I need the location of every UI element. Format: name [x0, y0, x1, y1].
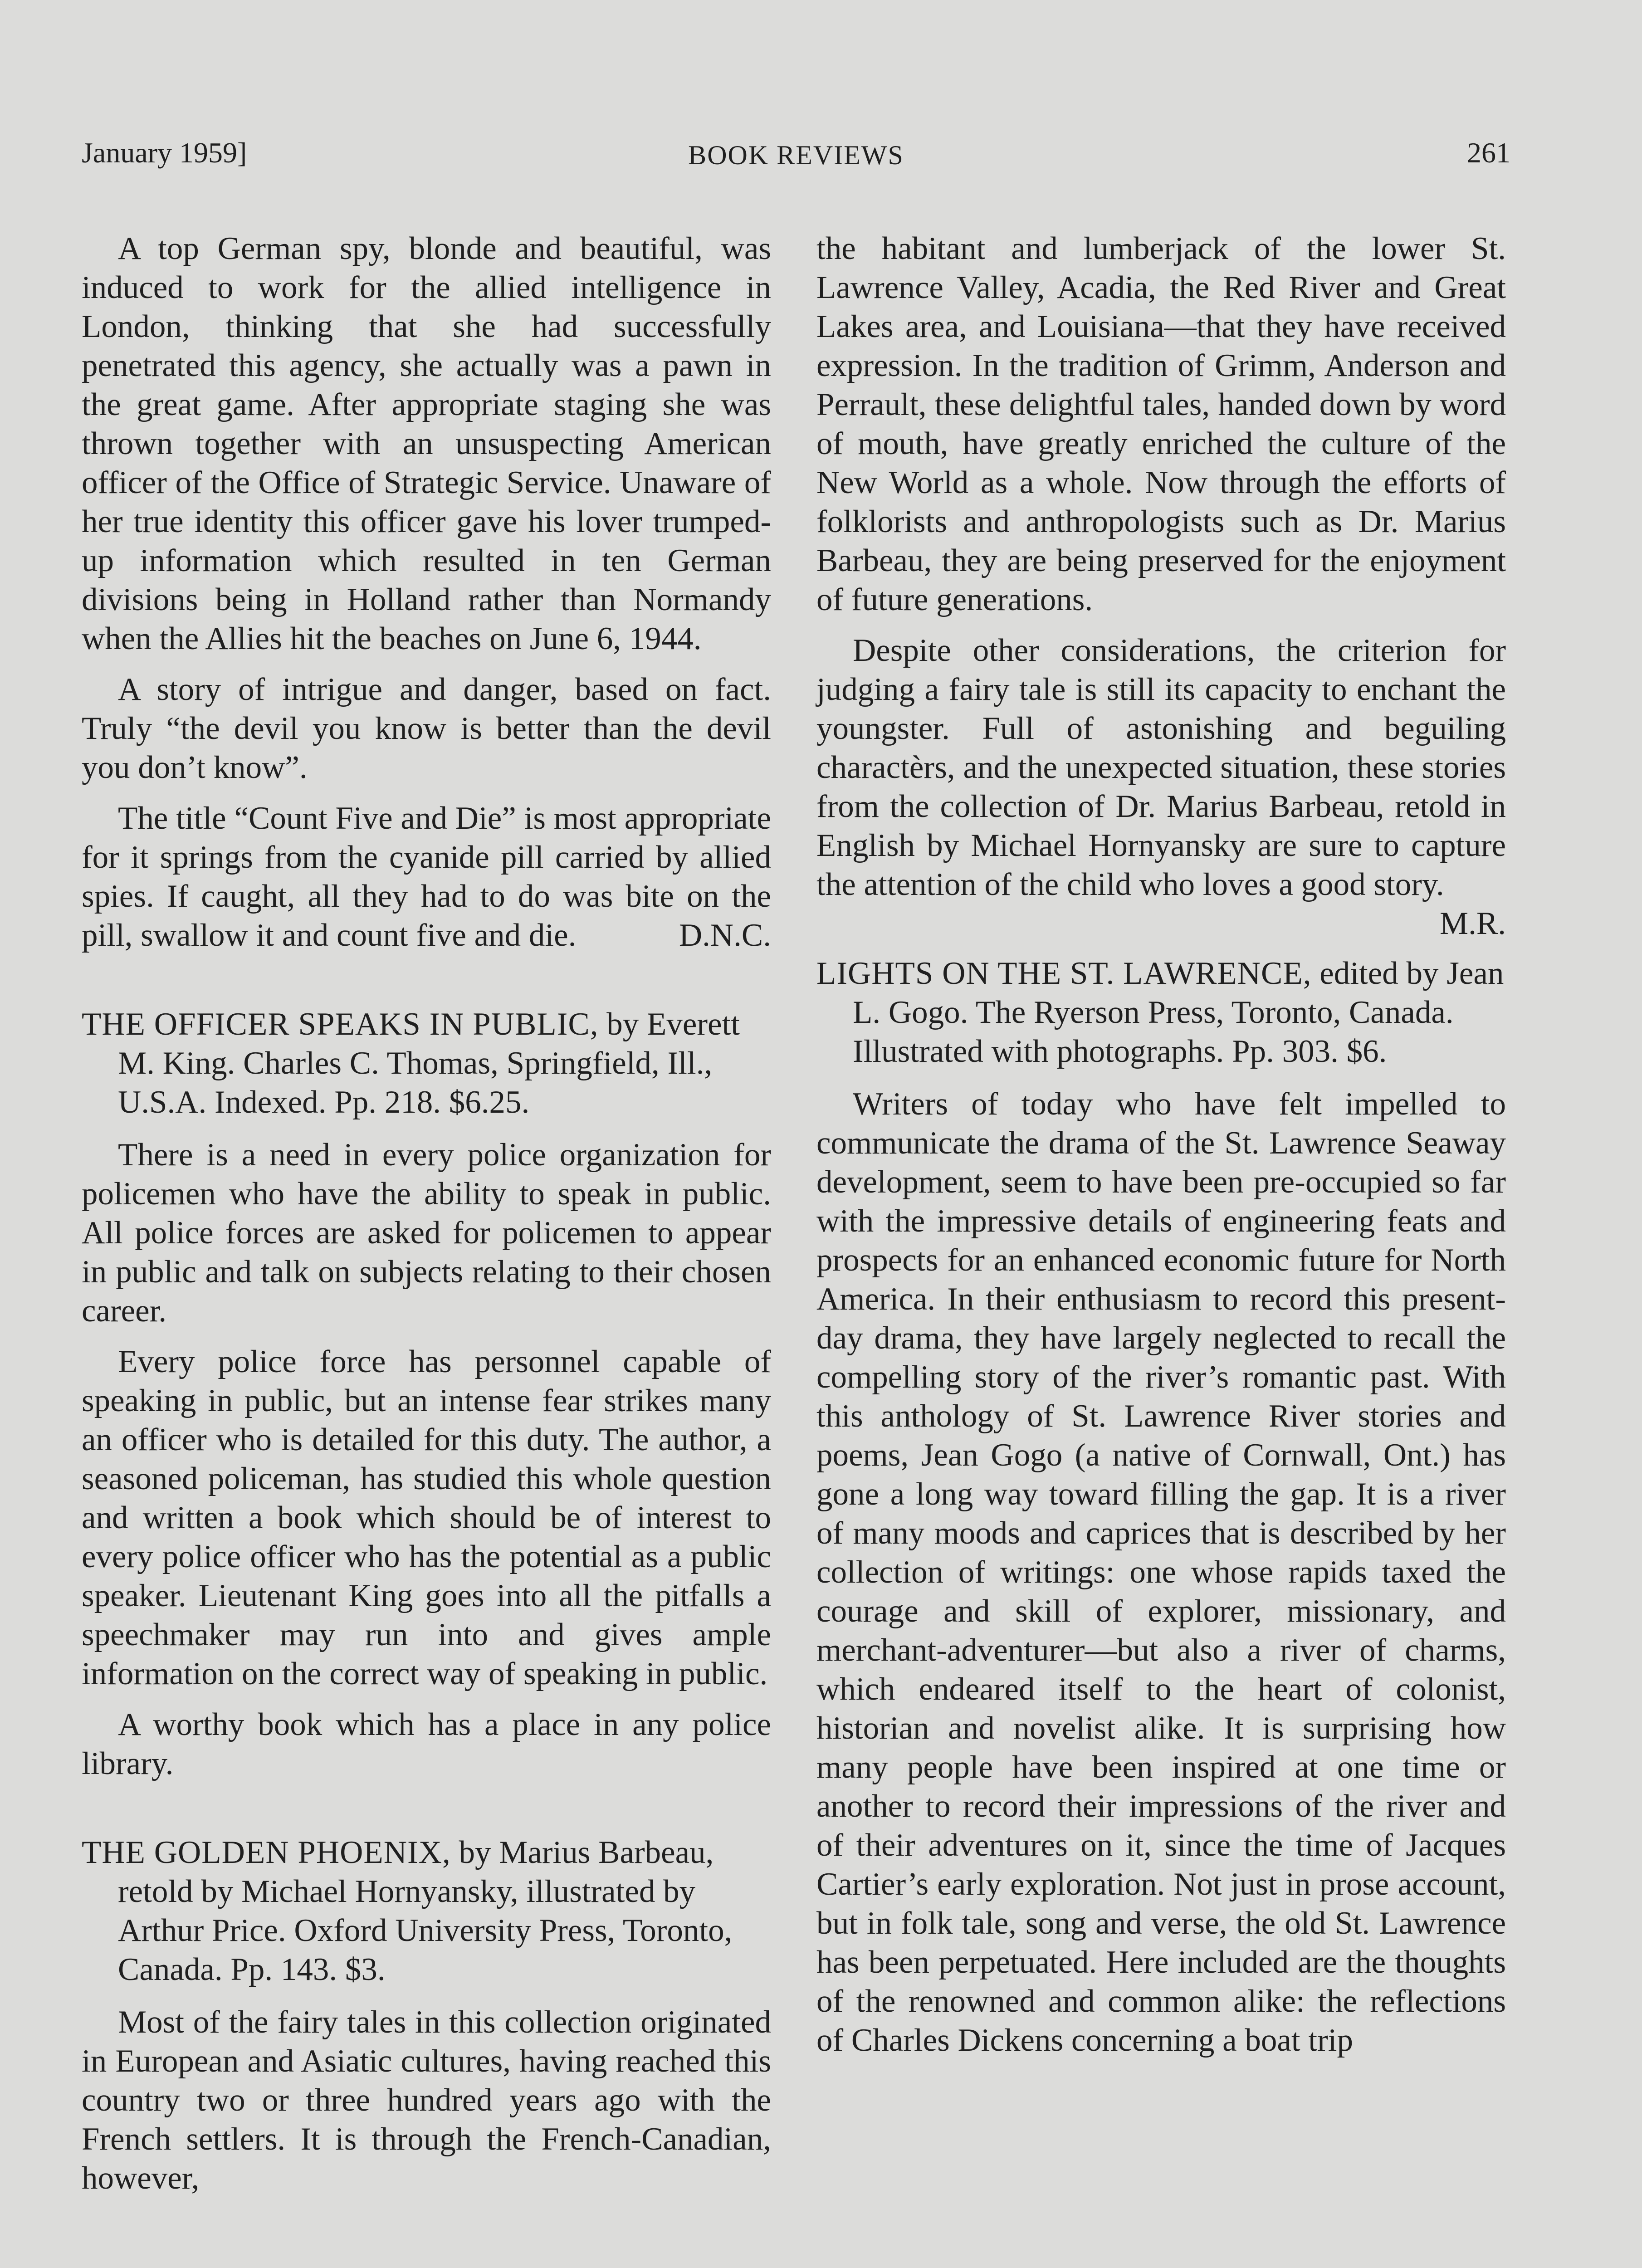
review-heading [816, 954, 1506, 1071]
review-paragraph: A story of intrigue and danger, based on fact. Truly “the devil you know is better than the devil you don’t know”. [82, 672, 771, 785]
book-details: by Marius Barbeau, retold by Michael Hornyansky, illustrated by Arthur Price. Oxford University Press, Toronto, Canada. Pp. 143. $3. [118, 1835, 733, 1987]
review-paragraph: Writers of today who have felt impelled to communicate the drama of the St. Lawrence Seaway development, seem to have been pre-occupied so far with the impressive details of engineering feats and prospects for an enhanced economic future for North America. In their enthusiasm to record this present-day drama, they have largely neglected to recall the compelling story of the river’s romantic past. With this anthology of St. Lawrence River stories and poems, Jean Gogo (a native of Cornwall, Ont.) has gone a long way toward filling the gap. It is a river of many moods and caprices that is described by her collection of writings: one whose rapids taxed the courage and skill of explorer, missionary, and merchant-adventurer—but also a river of charms, which endeared itself to the heart of colonist, historian and novelist alike. It is surprising how many people have been inspired at one time or another to record their impressions of the river and of their adventures on it, since the time of Jacques Cartier’s early exploration. Not just in prose account, but in folk tale, song and verse, the old St. Lawrence has been perpetuated. Here included are the thoughts of the renowned and common alike: the reflections of Charles Dickens concerning a boat trip [816, 1086, 1506, 2058]
reviewer-initials: M.R. [1440, 906, 1506, 941]
review-paragraph: Every police force has personnel capable of speaking in public, but an intense fear strikes many an officer who is detailed for this duty. The author, a seasoned policeman, has studied this whole question and written a book which should be of interest to every police officer who has the potential as a public speaker. Lieutenant King goes into all the pitfalls a speechmaker may run into and gives ample information on the correct way of speaking in public. [82, 1344, 771, 1691]
review-paragraph-continued: the habitant and lumberjack of the lower St. Lawrence Valley, Acadia, the Red River and Great Lakes area, and Louisiana—that they have received expression. In the tradition of Grimm, Anderson and Perrault, these delightful tales, handed down by word of mouth, have greatly enriched the culture of the New World as a whole. Now through the efforts of folklorists and anthropologists such as Dr. Marius Barbeau, they are being preserved for the enjoyment of future generations. [816, 231, 1506, 617]
header-section-title: BOOK REVIEWS [688, 140, 904, 170]
review-paragraph: Most of the fairy tales in this collection originated in European and Asiatic cultures, having reached this country two or three hundred years ago with the French settlers. It is through the French-Canadian, however, [82, 2004, 771, 2196]
review-paragraph: A top German spy, blonde and beautiful, was induced to work for the allied intelligence in London, thinking that she had successfully penetrated this agency, she actually was a pawn in the great game. After appropriate staging she was thrown together with an unsuspecting American officer of the Office of Strategic Service. Unaware of her true identity this officer gave his lover trumped-up information which resulted in ten German divisions being in Holland rather than Normandy when the Allies hit the beaches on June 6, 1944. [82, 231, 771, 656]
review-text: Despite other considerations, the criterion for judging a fairy tale is still its capacity to enchant the youngster. Full of astonishing and beguiling charactèrs, and the unexpected situation, these stories from the collection of Dr. Marius Barbeau, retold in English by Michael Hornyansky are sure to capture the attention of the child who loves a good story. [816, 633, 1506, 902]
header-date: January 1959] [82, 137, 247, 169]
book-title: LIGHTS ON THE ST. LAWRENCE, [816, 956, 1312, 991]
reviewer-initials: D.N.C. [679, 918, 771, 953]
review-paragraph-signed [816, 631, 1506, 941]
book-details: edited by Jean L. Gogo. The Ryerson Press, Toronto, Canada. Illustrated with photographs. Pp. 303. $6. [853, 956, 1504, 1069]
book-title: THE OFFICER SPEAKS IN PUBLIC, [82, 1007, 599, 1042]
review-paragraph-signed [82, 799, 771, 955]
review-paragraph: A worthy book which has a place in any police library. [82, 1707, 771, 1781]
review-heading [82, 1005, 771, 1122]
book-details: by Everett M. King. Charles C. Thomas, Springfield, Ill., U.S.A. Indexed. Pp. 218. $6.25. [118, 1007, 740, 1120]
review-text: The title “Count Five and Die” is most appropriate for it springs from the cyanide pill carried by allied spies. If caught, all they had to do was bite on the pill, swallow it and count five and die. [82, 801, 771, 953]
running-header [82, 136, 1510, 177]
left-column [82, 229, 771, 2209]
review-paragraph: There is a need in every police organization for policemen who have the ability to speak in public. All police forces are asked for policemen to appear in public and talk on subjects relating to their chosen career. [82, 1137, 771, 1329]
right-column [816, 229, 1506, 2072]
review-heading [82, 1833, 771, 1989]
book-title: THE GOLDEN PHOENIX, [82, 1835, 451, 1870]
page-number: 261 [1467, 137, 1510, 169]
